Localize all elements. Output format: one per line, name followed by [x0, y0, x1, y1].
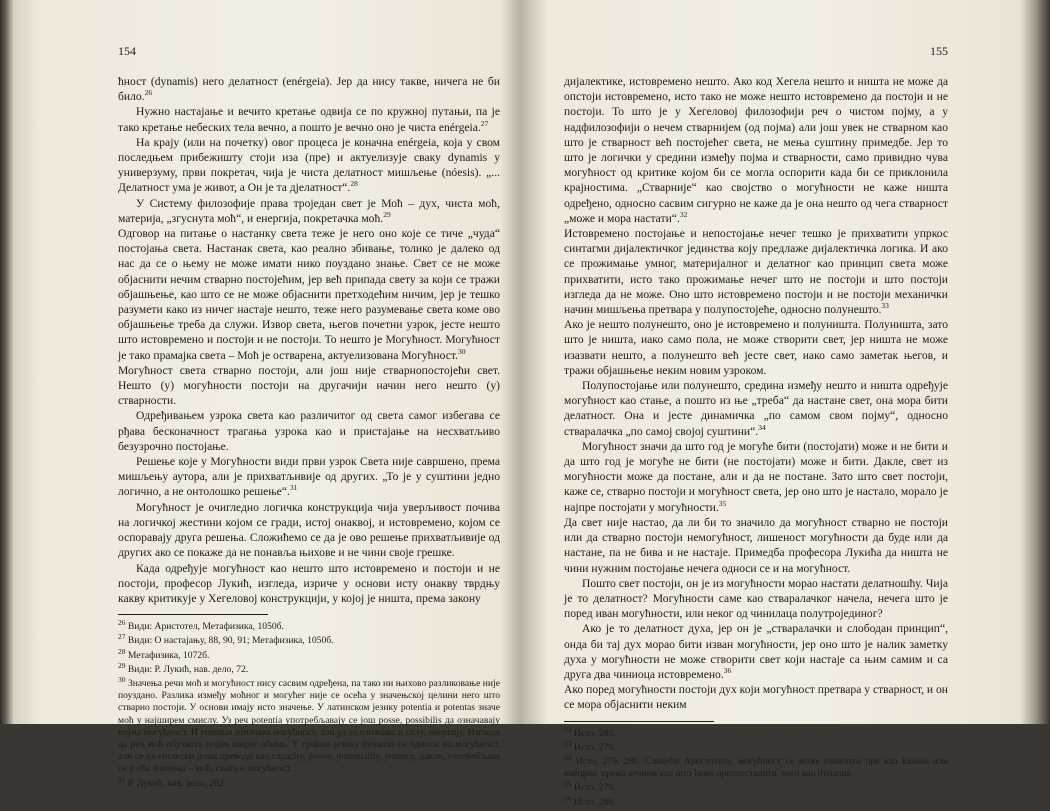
- paragraph: [118, 408, 500, 454]
- footnote-number: 30: [118, 674, 126, 684]
- paragraph-text: У Систему филозофије права троједан свет је Моћ – дух, чиста моћ, материја, „згуснута моћ“, и енергија, покретачка моћ.: [118, 196, 500, 225]
- paragraph: [564, 576, 948, 622]
- footnote-text: Исто, 280.: [573, 727, 616, 739]
- paragraph: [118, 226, 500, 363]
- page-body: [564, 74, 948, 713]
- paragraph: [118, 363, 500, 409]
- paragraph-text: Одговор на питање о настанку света теже је него оно које се тиче „чуда“ постојања света. Настанак света, као реално збивање, толико је далеко од нас да се о њему не може имати нико поуздано знање. Свет се не може објаснити нечим стварно постојећим, јер већ припада свету за који се тражи објашњење, као што се не може објаснити претходећим ничим, јер је тешко разумети како из ничег настаје нешто, теже него разумевање света коме ово објашњење треба да служи. Извор света, његов почетни узрок, јесте нешто што истовремено и постоји и не постоји. То нешто је Могућност. Могућност је тако прамајка света – Моћ је остварена, актуелизована Могућност.: [118, 227, 500, 362]
- footnote-text: Види: Аристотел, Метафизика, 1050б.: [127, 621, 284, 633]
- footnote-text: Исто, 279.: [573, 741, 616, 753]
- footnote-number: 35: [564, 779, 572, 789]
- footnote-marker: 33: [881, 301, 889, 311]
- footnote-number: 33: [564, 738, 572, 748]
- footnote-marker: 30: [457, 346, 466, 356]
- footnote-marker: 26: [144, 88, 153, 98]
- footnote-text: Значења речи моћ и могућност нису сасвим одређена, па тако ни њихово разликовање није поуздано. Разлика између моћног и могућег није се осећа у значењској целини него што стварно постоји. У основи имају исто значење. У латинском језику potentia и potentas значе моћ у најширем смислу. Уз реч potentia употребљавају се још posse, possibilis да означавају појма могућност. И potentas означава могућност, али уз то означава и силу, енергију. Изгледа да реч моћ обухвата појам ширег обима. У грчком језику dynamis се односи на могућност, али се на енглески језик преводи као capacity, power, potentiality, potency, дакле, употребљава се у оба значења – моћ, снага и могућност.: [118, 677, 500, 775]
- paragraph-text: Истовремено постојање и непостојање нечег тешко је прихватити упркос синтагми дијалектичког јединства коју предлаже дијалектичка логика. И ако се прожимање умног, материјалног и делатног као принцип света може прихватити, исто тако прожимање нечег што не постоји и што постоји изгледа да не може. Оно што истовремено постоји и не постоји механички начин мишљења претвара у полупостојеће, односно полунешто.: [564, 227, 948, 317]
- paragraph: [564, 621, 948, 682]
- footnote-number: 27: [118, 632, 126, 642]
- page-body: [118, 74, 500, 606]
- footnote: [564, 738, 948, 754]
- footnotes: [118, 617, 500, 790]
- footnote-rule: [564, 721, 714, 722]
- paragraph: [118, 74, 500, 104]
- paragraph-text: Полупостојање или полунешто, средина између нешто и ништа одређује могућност као стање, а пошто из ње „треба“ да настане свет, она мора бити делатност. Она и јесте динамичка „по самом свом појму“, односно стваралачка „по самој својој суштини“.: [564, 379, 948, 438]
- footnote-marker: 35: [718, 498, 727, 508]
- paragraph: [564, 317, 948, 378]
- footnote-marker: 27: [480, 118, 489, 128]
- paragraph: [118, 561, 500, 607]
- paragraph-text: Да свет није настао, да ли би то значило да могућност стварно не постоји или да стварно постоји немогућност, лишеност могућности да буде или да настане, па не бива и не настаје. Примедба професора Лукића да ништа не чини нужним постојање нечега односи се и на могућност.: [564, 515, 948, 575]
- paragraph: [118, 500, 500, 561]
- paragraph: [118, 454, 500, 500]
- page-number: 155: [930, 44, 948, 58]
- paragraph-text: Када одређује могућност као нешто што истовремено и постоји и не постоји, професор Лукић, изгледа, изриче у основи исту онакву тврдњу какву критикује у Хегеловој конструкцији, у којој је ништа, према закону: [118, 561, 500, 605]
- paragraph-text: Могућност је очигледно логичка конструкција чија уверљивост почива на логичкој жестини којом се гради, истој онаквој, и истовремено, којом се оспоравају друга решења. Сложићемо се да је ово решење прихватљивије од других ако се покаже да не понавља њихове и не чини своје грешке.: [118, 500, 500, 560]
- footnote-rule: [118, 614, 268, 615]
- footnote: [118, 660, 500, 676]
- footnote: [564, 779, 948, 794]
- paragraph: [118, 104, 500, 134]
- page-number: 154: [118, 44, 136, 58]
- paragraph: [564, 74, 948, 226]
- paragraph-text: Ако поред могућности постоји дух који могућност претвара у стварност, и он се мора објаснити неким: [564, 683, 948, 712]
- footnote-number: 28: [118, 646, 126, 656]
- footnote-marker: 32: [679, 209, 688, 219]
- paragraph-text: Могућност света стварно постоји, али још није стварнопостојећи свет. Нешто (у) могућности постоји на другачији начин него нешто (у) стварности.: [118, 363, 500, 408]
- paragraph: [564, 439, 948, 515]
- paragraph: [564, 378, 948, 439]
- footnote: [564, 724, 948, 740]
- paragraph-text: ћност (dynamis) него делатност (enérgeia). Јер да нису такве, ничега не би било.: [118, 75, 500, 104]
- footnote-text: Исто, 279, 280. Следећи Аристотела, могућност се може означити пре као kinesis или enérgeia, према вечном као што ћемо претпоставити, него као dynamis.: [564, 755, 948, 780]
- footnote: [564, 793, 948, 809]
- footnote-number: 29: [118, 660, 126, 670]
- footnote-number: 34: [564, 752, 572, 762]
- footnote-text: Метафизика, 1072б.: [127, 649, 210, 661]
- footnote-marker: 31: [289, 483, 298, 493]
- footnote: [118, 674, 500, 776]
- left-page: [118, 44, 500, 792]
- footnote-number: 32: [564, 724, 572, 734]
- footnote-text: Исто, 280.: [573, 796, 616, 808]
- footnote: [118, 646, 500, 662]
- paragraph-text: дијалектике, истовремено нешто. Ако код Хегела нешто и ништа не може да опстоји истовремено, исто тако не може нешто истовремено да постоји и не постоји. То што је у Хегеловој филозофији реч о чистом појму, а у надфилозофији о нечем стварнијем (од појма) али још увек не стварном као што је стварност већ постојећег света, не мења суштину примедбе. Јер то што је логички у средини између појма и стварности, само привидно чува могућност од критике којом би се могла оспорити када би се приклонила крајностима. „Стварније“ као својство о могућности не каже ништа одређено, односно сасвим сигурно не каже да је она нешто од чега стварност „може и мора настати“.: [564, 75, 948, 225]
- footnote-text: Види: Р. Лукић, нав. дело, 72.: [127, 663, 249, 675]
- footnote-marker: 36: [723, 666, 732, 676]
- paragraph-text: На крају (или на почетку) овог процеса је коначна enérgeia, која у свом последњем прибежишту стоји иза (пре) и актуелизује сваку dynamis у универзуму, први покретач, чија је чиста делатност мишљење (nóesis). „... Делатност ума је живот, а Он је та дјелатност“.: [118, 135, 500, 195]
- footnote: [118, 774, 500, 790]
- paragraph: [118, 196, 500, 226]
- paragraph: [564, 682, 948, 712]
- footnote-number: 36: [564, 793, 572, 803]
- right-page: [564, 44, 948, 811]
- paragraph-text: Ако је то делатност духа, јер он је „стваралачки и слободан принцип“, онда би тај дух морао бити изван могућности, јер оно што је налик заметку духа у могућности не може створити свет који настаје са њим самим и са друга два чиниоца истовремено.: [564, 622, 948, 681]
- paragraph-text: Ако је нешто полунешто, оно је истовремено и полуништа. Полуништа, зато што је ништа, иако само пола, не може створити свет, јер ништа не може изазвати нешто, а полунешто већ јесте свет, иако само заметак његов, и тражи објашњење неким новим узроком.: [564, 318, 948, 377]
- footnote-text: Р. Лукић, нав. дело, 282.: [127, 777, 227, 789]
- footnote-number: 26: [118, 617, 126, 627]
- paragraph-text: Одређивањем узрока света као различитог од света самог избегава се рђава бесконачност трагања узрока као и пристајање на несхватљиво безузрочно постојање.: [118, 409, 500, 453]
- footnotes: [564, 724, 948, 809]
- paragraph: [564, 515, 948, 576]
- footnote-number: 31: [118, 774, 126, 784]
- footnote-text: Види: О настајању, 88, 90, 91; Метафизика, 1050б.: [127, 635, 334, 647]
- paragraph: [118, 135, 500, 196]
- footnote: [564, 752, 948, 780]
- footnote: [118, 632, 500, 647]
- paragraph-text: Решење које у Могућности види први узрок Света није савршено, према мишљењу аутора, али је прихватљивије од других. „То је у суштини једно логично, а не онтолошко решење“.: [118, 455, 500, 499]
- footnote-marker: 29: [383, 209, 391, 219]
- paragraph: [564, 226, 948, 317]
- paragraph-text: Могућност значи да што год је могуће бити (постојати) може и не бити и да што год је могуће не бити (не постојати) може и бити. Дакле, свет из могућности може да постане, али и да не постане. Зато што свет постоји, каже се, стварно постоји и могућност света, јер оно што је настало, морало је најпре постојати у могућности.: [564, 439, 948, 514]
- footnote-marker: 28: [350, 179, 358, 189]
- footnote-text: Исто, 279.: [573, 782, 616, 794]
- footnote-marker: 34: [758, 422, 766, 432]
- paragraph-text: Пошто свет постоји, он је из могућности морао настати делатношћу. Чија је то делатност? Могућности саме као стваралачког начела, нечега што је поред иван могућности, или неког од чинилаца полутројединог?: [564, 576, 948, 621]
- footnote: [118, 617, 500, 633]
- paragraph-text: Нужно настајање и вечито кретање одвија се по кружној путањи, па је тако кретање небеских тела вечно, а пошто је вечно оно је чиста enérgeia.: [118, 105, 500, 134]
